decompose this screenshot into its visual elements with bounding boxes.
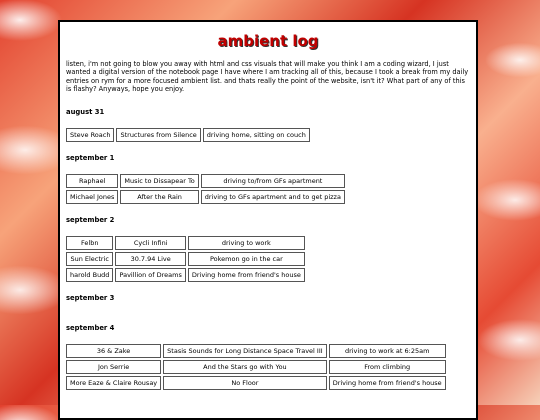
empty-spacer bbox=[66, 312, 470, 324]
artist-cell: More Eaze & Claire Rousay bbox=[66, 376, 161, 390]
section-date: august 31 bbox=[66, 107, 105, 116]
page-title: ambient log bbox=[217, 32, 319, 50]
table-row bbox=[66, 252, 305, 266]
artist-cell: Jon Serrie bbox=[66, 360, 161, 374]
album-cell: No Floor bbox=[163, 376, 327, 390]
artist-cell: harold Budd bbox=[66, 268, 113, 282]
artist-cell: 36 & Zake bbox=[66, 344, 161, 358]
section-date: september 1 bbox=[66, 153, 115, 162]
table-row bbox=[66, 174, 345, 188]
table-row bbox=[66, 236, 305, 250]
table-row bbox=[66, 268, 305, 282]
log-table bbox=[64, 342, 448, 392]
log-section bbox=[66, 324, 470, 392]
context-cell: driving to work at 6:25am bbox=[329, 344, 446, 358]
log-sections bbox=[66, 108, 470, 392]
section-date: september 3 bbox=[66, 293, 115, 302]
album-cell: Cycli Infini bbox=[115, 236, 185, 250]
context-cell: driving to work bbox=[188, 236, 305, 250]
artist-cell: Sun Electric bbox=[66, 252, 113, 266]
album-cell: Music to Dissapear To bbox=[120, 174, 198, 188]
artist-cell: Michael Jones bbox=[66, 190, 118, 204]
album-cell: Pavillion of Dreams bbox=[115, 268, 185, 282]
log-table bbox=[64, 126, 312, 144]
intro-paragraph: listen, i'm not going to blow you away with html and css visuals that will make you think I am a coding wizard, I just wanted a digital version of the notebook page I have where I am tracking all of this, because I took a break from my daily entries on rym for a more focused ambient list. and thats really the point of the website, isn't it? What part of any of this is flashy? Anyways, hope you enjoy. bbox=[66, 60, 469, 94]
album-cell: Stasis Sounds for Long Distance Space Travel III bbox=[163, 344, 327, 358]
album-cell: And the Stars go with You bbox=[163, 360, 327, 374]
log-table bbox=[64, 234, 307, 284]
context-cell: driving home, sitting on couch bbox=[203, 128, 310, 142]
table-row bbox=[66, 376, 446, 390]
table-row bbox=[66, 344, 446, 358]
context-cell: Driving home from friend's house bbox=[329, 376, 446, 390]
log-section bbox=[66, 154, 470, 206]
context-cell: Driving home from friend's house bbox=[188, 268, 305, 282]
artist-cell: Steve Roach bbox=[66, 128, 114, 142]
log-table bbox=[64, 172, 347, 206]
context-cell: driving to/from GFs apartment bbox=[201, 174, 345, 188]
table-row bbox=[66, 360, 446, 374]
table-row bbox=[66, 190, 345, 204]
album-cell: 30.7.94 Live bbox=[115, 252, 185, 266]
album-cell: Structures from Silence bbox=[116, 128, 200, 142]
artist-cell: Raphael bbox=[66, 174, 118, 188]
section-date: september 2 bbox=[66, 215, 115, 224]
table-row bbox=[66, 128, 310, 142]
log-section bbox=[66, 294, 470, 324]
album-cell: After the Rain bbox=[120, 190, 198, 204]
context-cell: From climbing bbox=[329, 360, 446, 374]
context-cell: driving to GFs apartment and to get pizza bbox=[201, 190, 345, 204]
artist-cell: Felbn bbox=[66, 236, 113, 250]
log-section bbox=[66, 216, 470, 284]
context-cell: Pokemon go in the car bbox=[188, 252, 305, 266]
content-panel bbox=[58, 20, 478, 420]
log-section bbox=[66, 108, 470, 144]
section-date: september 4 bbox=[66, 323, 115, 332]
